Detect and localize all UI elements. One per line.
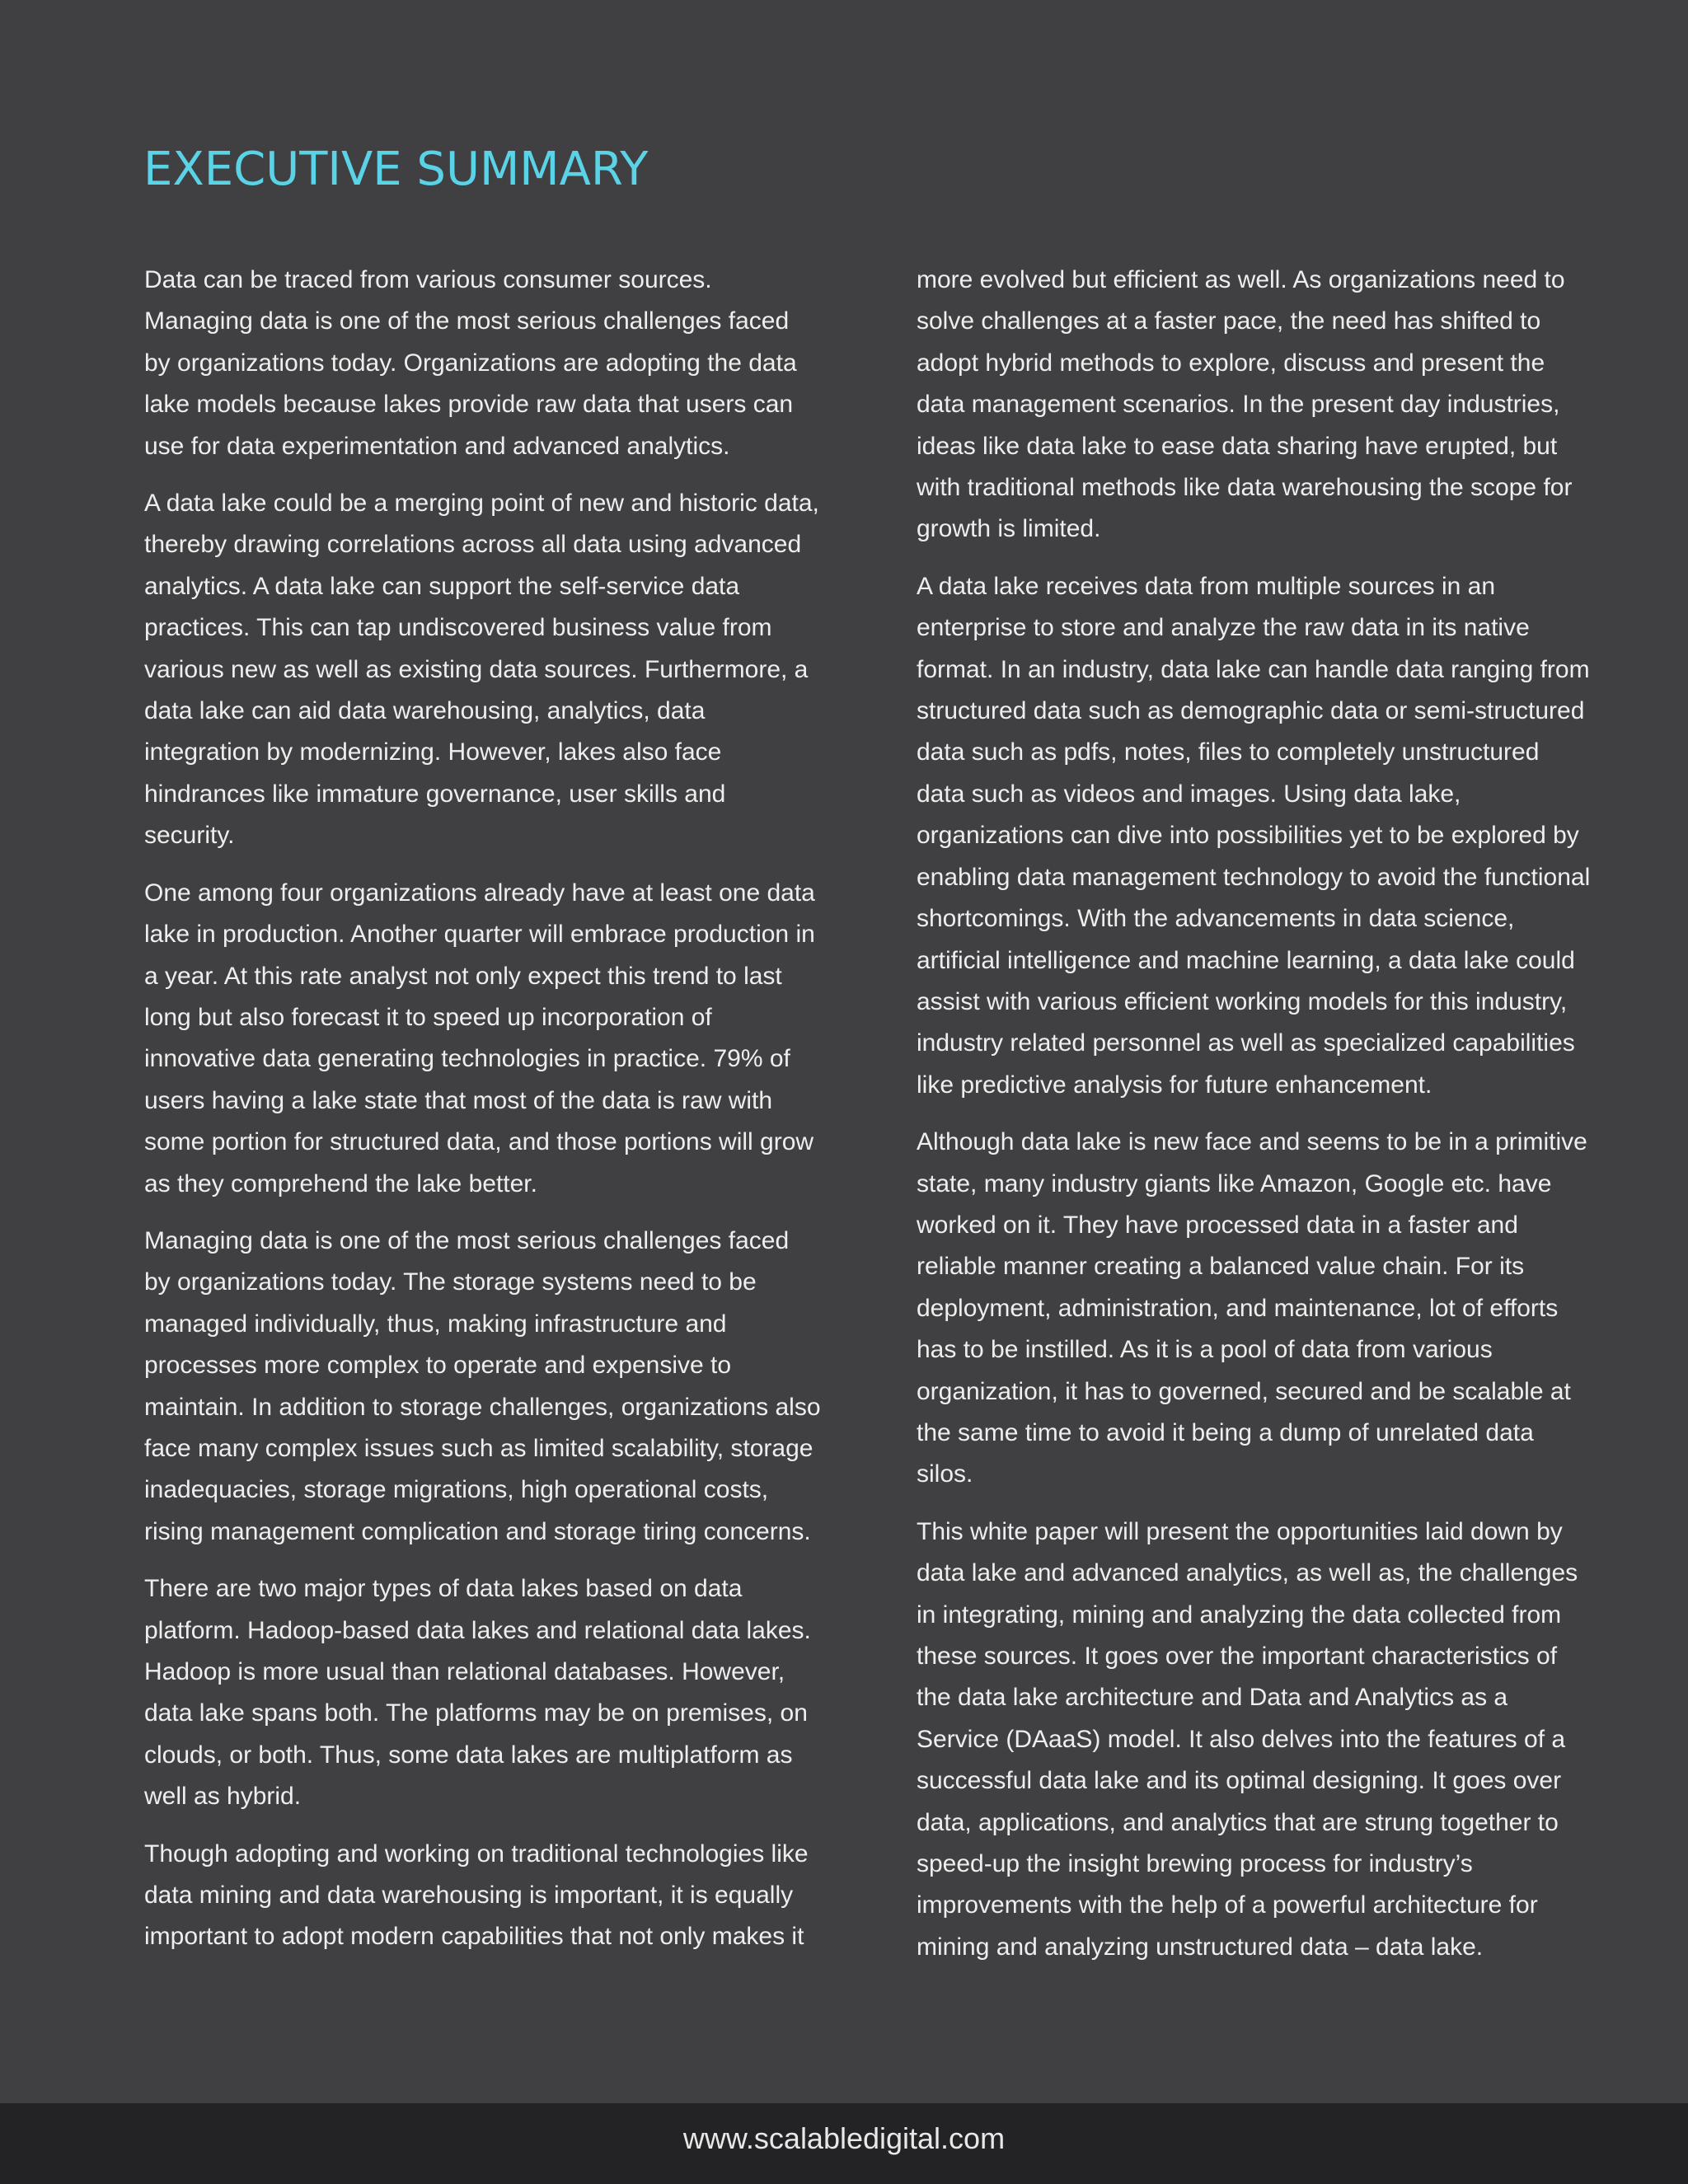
left-column <box>144 260 822 1974</box>
paragraph: Though adopting and working on traditional technologies like data mining and data warehousing is important, it is equally important to adopt modern capabilities that not only makes it <box>144 1840 809 1951</box>
footer-website-link[interactable]: www.scalabledigital.com <box>682 2121 1006 2155</box>
paragraph: more evolved but efficient as well. As organizations need to solve challenges at a faster pace, the need has shifted to adopt hybrid methods to explore, discuss and present the data management scenarios. In the present day industries, ideas like data lake to ease data sharing have erupted, but with traditional methods like data warehousing the scope for growth is limited. <box>917 266 1573 543</box>
paragraph: One among four organizations already have at least one data lake in production. Another quarter will embrace production in a year. At this rate analyst not only expect this trend to last long but also forecast it to speed up incorporation of innovative data generating technologies in practice. 79% of users having a lake state that most of the data is raw with some portion for structured data, and those portions will grow as they comprehend the lake better. <box>144 879 815 1197</box>
footer-bar <box>0 2103 1688 2184</box>
page-title: EXECUTIVE SUMMARY <box>143 143 649 196</box>
paragraph: There are two major types of data lakes based on data platform. Hadoop-based data lakes and relational data lakes. Hadoop is more usual than relational databases. However, data lake spans both. The platforms may be on premises, on clouds, or both. Thus, some data lakes are multiplatform as well as hybrid. <box>144 1575 811 1811</box>
paragraph: A data lake receives data from multiple sources in an enterprise to store and analyze the raw data in its native format. In an industry, data lake can handle data ranging from structured data such as demographic data or semi-structured data such as pdfs, notes, files to completely unstructured data such as videos and images. Using data lake, organizations can dive into possibilities yet to be explored by enabling data management technology to avoid the functional shortcomings. With the advancements in data science, artificial intelligence and machine learning, a data lake could assist with various efficient working models for this industry, industry related personnel as well as specialized capabilities like predictive analysis for future enhancement. <box>917 572 1591 1099</box>
paragraph: Although data lake is new face and seems to be in a primitive state, many industry giants like Amazon, Google etc. have worked on it. They have processed data in a faster and reliable manner creating a balanced value chain. For its deployment, administration, and maintenance, lot of efforts has to be instilled. As it is a pool of data from various organization, it has to governed, secured and be scalable at the same time to avoid it being a dump of unrelated data silos. <box>917 1128 1587 1488</box>
paragraph: A data lake could be a merging point of new and historic data, thereby drawing correlations across all data using advanced analytics. A data lake can support the self-service data practices. This can tap undiscovered business value from various new as well as existing data sources. Furthermore, a data lake can aid data warehousing, analytics, data integration by modernizing. However, lakes also face hindrances like immature governance, user skills and security. <box>144 490 819 850</box>
paragraph: Data can be traced from various consumer sources. Managing data is one of the most serious challenges faced by organizations today. Organizations are adopting the data lake models because lakes provide raw data that users can use for data experimentation and advanced analytics. <box>144 266 797 460</box>
right-column <box>917 260 1594 1984</box>
paragraph: This white paper will present the opportunities laid down by data lake and advanced analytics, as well as, the challenges in integrating, mining and analyzing the data collected from these sources. It goes over the important characteristics of the data lake architecture and Data and Analytics as a Service (DAaaS) model. It also delves into the features of a successful data lake and its optimal designing. It goes over data, applications, and analytics that are strung together to speed-up the insight brewing process for industry’s improvements with the help of a powerful architecture for mining and analyzing unstructured data – data lake. <box>917 1517 1578 1961</box>
paragraph: Managing data is one of the most serious challenges faced by organizations today. The storage systems need to be managed individually, thus, making infrastructure and processes more complex to operate and expensive to maintain. In addition to storage challenges, organizations also face many complex issues such as limited scalability, storage inadequacies, storage migrations, high operational costs, rising management complication and storage tiring concerns. <box>144 1226 821 1545</box>
